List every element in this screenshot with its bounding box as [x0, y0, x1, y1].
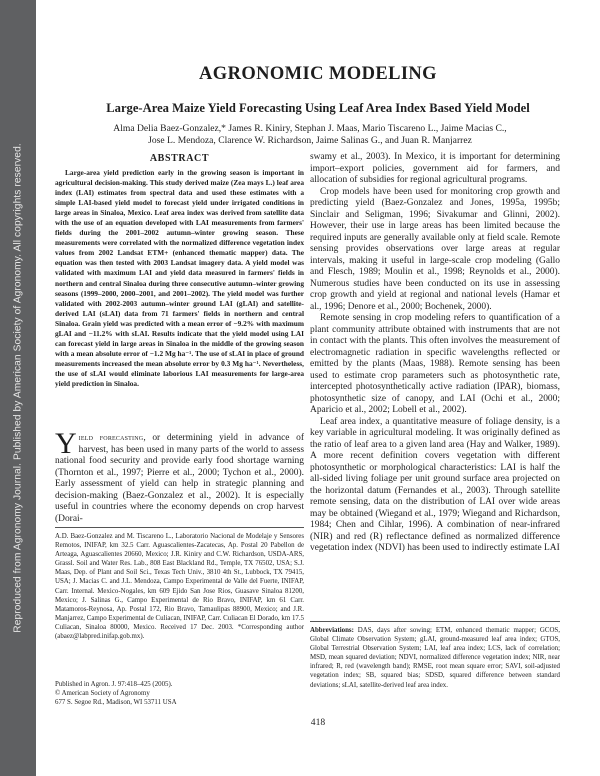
drop-cap: Y [55, 427, 77, 460]
authors-line-2: Jose L. Mendoza, Clarence W. Richardson, Jaime Salinas G., and Juan R. Manjarrez [148, 134, 472, 146]
body-paragraph: Leaf area index, a quantitative measure of foliage density, is a key variable in agricultural modeling. It was originally defined as the ratio of leaf area to a given land area (Hay and Walker, 1989). A more recent definition covers vegetation with different photosynthetic or morphological characteristics: LAI is half the all-sided living foliage per unit ground surface area projected on the horizontal datum (Fernandes et al., 2003). Through satellite remote sensing, data on the distribution of LAI over wide areas may be obtained (Wiegand et al., 1979; Wiegand and Richardson, 1984; Chen and Cihlar, 1996). A combination of near-infrared (NIR) and red (R) reflectance defined as normalized difference vegetation index (NDVI) has been used to indirectly estimate LAI [310, 416, 560, 553]
body-paragraph: Remote sensing in crop modeling refers to quantification of a plant community attribute obtained with instruments that are not in contact with the plants. This often involves the measurement of electromagnetic radiation in specific wavelengths reflected or emitted by the plants (Maas, 1988). Remote sensing has been used to estimate crop parameters such as photosynthetic rate, intercepted photosynthetically active radiation (IPAR), biomass, photosynthetic size of canopy, and LAI (Ochi et al., 2000; Aparicio et al., 2002; Lobell et al., 2002). [310, 313, 560, 415]
publication-citation: Published in Agron. J. 97:418–425 (2005). [55, 681, 173, 688]
publication-info [55, 680, 177, 707]
abbreviations-label: Abbreviations: [310, 627, 354, 634]
abbreviations-text: DAS, days after sowing; ETM, enhanced thematic mapper; GCOS, Global Climate Observation System; gLAI, ground-measured leaf area index; GTOS, Global Terrestrial Observation System; LAI, leaf area index; LCS, lack of correlation; MSD, mean squared deviation; NDVI, normalized difference vegetation index; NIR, near infrared; R, red (wavelength band); RMSE, root mean square error; SAVI, soil-adjusted vegetation index; SB, squared bias; SDSD, squared difference between standard deviations; sLAI, satellite-derived leaf area index. [310, 627, 560, 689]
page-number: 418 [310, 717, 326, 728]
author-list [60, 123, 560, 146]
publication-address: 677 S. Segoe Rd., Madison, WI 53711 USA [55, 699, 177, 707]
intro-lead-smallcaps: ield forecasting [78, 432, 144, 442]
right-column-body [310, 152, 560, 555]
footnote-divider [55, 527, 304, 528]
abstract-heading: ABSTRACT [149, 153, 210, 164]
abbreviations-footnote [310, 626, 560, 690]
section-heading: AGRONOMIC MODELING [199, 64, 437, 84]
body-paragraph: Crop models have been used for monitoring crop growth and predicting yield (Baez-Gonzalez and Jones, 1995a, 1995b; Sinclair and Seligman, 1996; Sivakumar and Glinni, 2002). However, their use in large areas has been limited because the required inputs are generally available only at field scale. Remote sensing provides observations over large areas at regular intervals, making it useful in large-scale crop modeling (Gallo and Flesch, 1989; Moulin et al., 1998; Reynolds et al., 2000). Numerous studies have been conducted on its use in assessing crop growth and yield at regional and national levels (Hamar et al., 1996; Denore et al., 2000; Bochenek, 2000). [310, 186, 560, 312]
intro-text: , or determining yield in advance of harvest, has been used in many parts of the world to assess national food security and provide early food shortage warning (Thornton et al., 1997; Pierre et al., 2000; Tychon et al., 2000). Early assessment of yield can help in strategic planning and decision-making (Baez-Gonzalez et al., 2002). It is especially useful in countries where the economy depends on crop harvest (Dorai- [55, 433, 304, 524]
copyright-notice: Reproduced from Agronomy Journal. Published by American Society of Agronomy. All copyrights reserved. [12, 143, 24, 633]
introduction-paragraph [55, 427, 304, 525]
body-paragraph: swamy et al., 2003). In Mexico, it is important for determining import–export policies, government aid for farmers, and allocation of subsidies for regional agricultural programs. [310, 152, 560, 185]
abstract-text: Large-area yield prediction early in the growing season is important in agricultural decision-making. This study derived maize (Zea mays L.) leaf area index (LAI) estimates from spectral data and used these estimates with a simple LAI-based yield model to forecast yield under irrigated conditions in large areas in Sinaloa, Mexico. Leaf area index was derived from satellite data with the use of an equation developed with LAI measurements from farmers' fields during the 2001–2002 autumn–winter growing season. These measurements were correlated with the normalized difference vegetation index values from 2002 Landsat ETM+ (enhanced thematic mapper) data. The equation was then tested with 2003 Landsat imagery data. A yield model was validated with maximum LAI and yield data measured in farmers' fields in northern and central Sinaloa during three consecutive autumn–winter growing seasons (1999–2000, 2000–2001, and 2001–2002). The yield model was further validated with 2002-2003 autumn–winter ground LAI (gLAI) and satellite-derived LAI (sLAI) data from 71 farmers' fields in northern and central Sinaloa. Grain yield was predicted with a mean error of −9.2% with maximum gLAI and −11.2% with sLAI. Results indicate that the yield model using LAI can forecast yield in large areas in Sinaloa in the middle of the growing season with a mean absolute error of −1.2 Mg ha⁻¹. The use of sLAI in place of ground measurements increased the mean absolute error by 0.3 Mg ha⁻¹. Nevertheless, the use of sLAI would eliminate laborious LAI measurements for large-area yield prediction in Sinaloa. [55, 168, 304, 388]
paper-title: Large-Area Maize Yield Forecasting Using Leaf Area Index Based Yield Model [106, 101, 530, 115]
publication-copyright: © American Society of Agronomy [55, 690, 150, 698]
copyright-sidebar [0, 0, 36, 776]
authors-line-1: Alma Delia Baez-Gonzalez,* James R. Kiniry, Stephan J. Maas, Mario Tiscareno L., Jaime Macias C., [113, 123, 507, 134]
author-affiliations: A.D. Baez-Gonzalez and M. Tiscareno L., Laboratorio Nacional de Modelaje y Sensores Remotos, INIFAP, km 32.5 Carr. Aguascalientes-Zacatecas, Ap. Postal 20 Pabellon de Arteaga, Aguascalientes 20660, Mexico; J.R. Kiniry and C.W. Richardson, USDA-ARS, Grassl. Soil and Water Res. Lab., 808 East Blackland Rd., Temple, TX 76502, USA; S.J. Maas, Dep. of Plant and Soil Sci., Texas Tech Univ., 3810 4th St., Lubbock, TX 79415, USA; J. Macias C. and J.L. Mendoza, Campo Experimental de Valle del Fuerte, INIFAP, Carr. Internal. Mexico-Nogales, km 609 Ejido San Jose Rios, Guasave Sinaloa 81200, Mexico; J. Salinas G., Campo Experimental de Rio Bravo, INIFAP, km 61 Carr. Matamoros-Reynosa, Ap. Postal 172, Rio Bravo, Tamaulipas 88900, Mexico; and J.R. Manjarrez, Campo Experimental de Culiacan, INIFAP, Carr. Culiacan El Dorado, km 17.5 Culiacan, Sinaloa 80000, Mexico. Received 17 Dec. 2003. *Corresponding author (abaez@labpred.inifap.gob.mx). [55, 533, 304, 641]
abbreviations-divider [310, 621, 560, 622]
